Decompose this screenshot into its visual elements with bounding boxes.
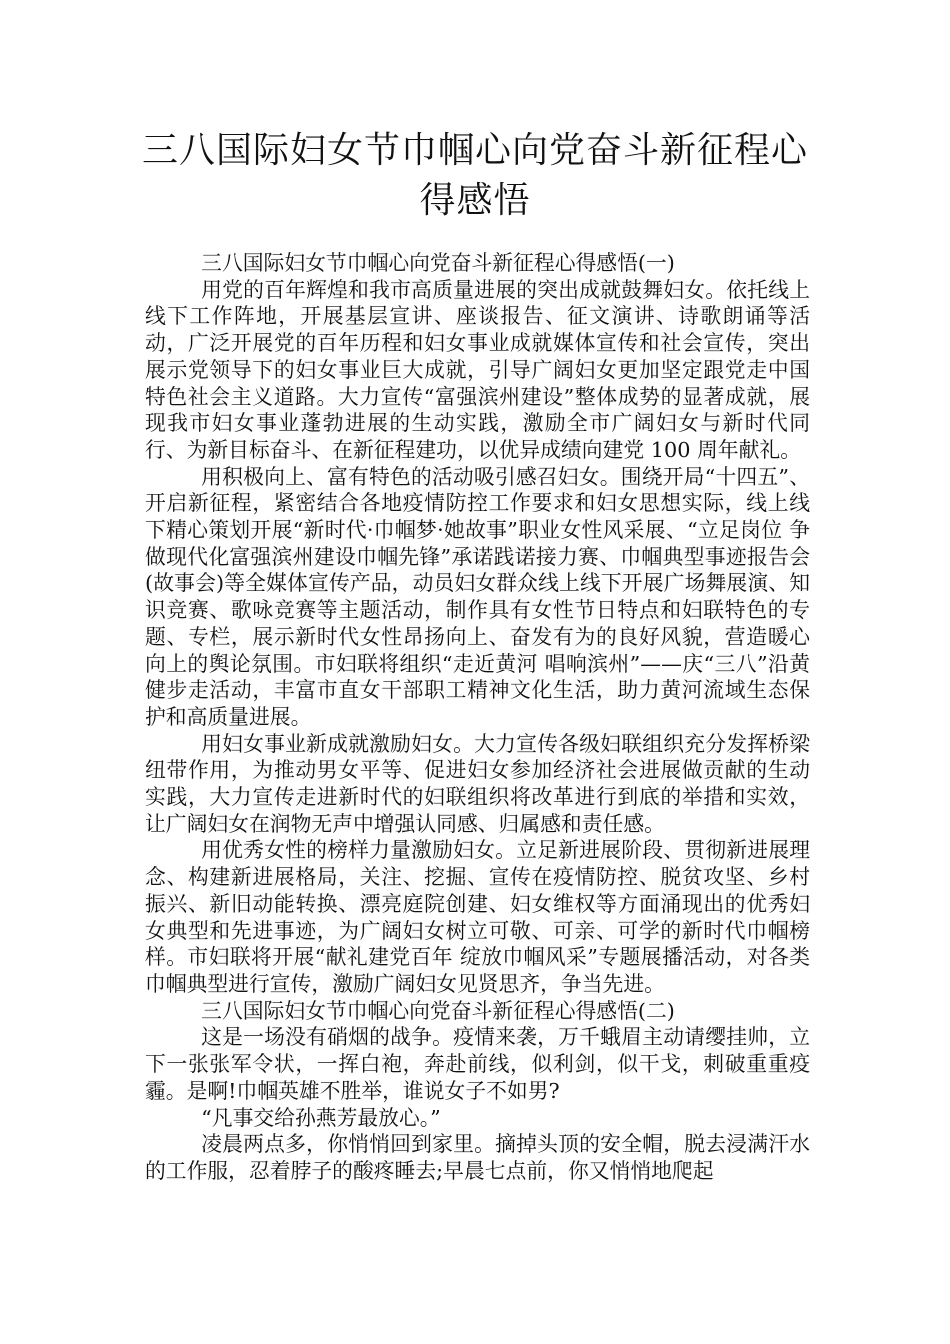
quote-paragraph: “凡事交给孙燕芳最放心。” <box>201 1105 441 1130</box>
document-title: 三八国际妇女节巾帼心向党奋斗新征程心得感悟 <box>141 130 808 221</box>
section-heading-2: 三八国际妇女节巾帼心向党奋斗新征程心得感悟(二) <box>201 998 675 1023</box>
paragraph: 凌晨两点多，你悄悄回到家里。摘掉头顶的安全帽，脱去浸满汗水的工作服，忍着脖子的酸疼睡去;早晨七点前，你又悄悄地爬起 <box>145 1132 810 1183</box>
paragraph: 用妇女事业新成就激励妇女。大力宣传各级妇联组织充分发挥桥梁纽带作用，为推动男女平等、促进妇女参加经济社会进展做贡献的生动实践，大力宣传走进新时代的妇联组织将改革进行到底的举措和实效，让广阔妇女在润物无声中增强认同感、归属感和责任感。 <box>145 731 810 836</box>
paragraph: 用积极向上、富有特色的活动吸引感召妇女。围绕开局“十四五”、开启新征程，紧密结合各地疫情防控工作要求和妇女思想实际，线上线下精心策划开展“新时代·巾帼梦·她故事”职业女性风采展、“立足岗位 争做现代化富强滨州建设巾帼先锋”承诺践诺接力赛、巾帼典型事迹报告会(故事会)等全媒体宣传产品，动员妇女群众线上线下开展广场舞展演、知识竞赛、歌咏竞赛等主题活动，制作具有女性节日特点和妇联特色的专题、专栏，展示新时代女性昂扬向上、奋发有为的良好风貌，营造暖心向上的舆论氛围。市妇联将组织“走近黄河 唱响滨州”——庆“三八”沿黄健步走活动，丰富市直女干部职工精神文化生活，助力黄河流域生态保护和高质量进展。 <box>145 464 810 729</box>
paragraph: 用党的百年辉煌和我市高质量进展的突出成就鼓舞妇女。依托线上线下工作阵地，开展基层宣讲、座谈报告、征文演讲、诗歌朗诵等活动，广泛开展党的百年历程和妇女事业成就媒体宣传和社会宣传，突出展示党领导下的妇女事业巨大成就，引导广阔妇女更加坚定跟党走中国特色社会主义道路。大力宣传“富强滨州建设”整体成势的显著成就，展现我市妇女事业蓬勃进展的生动实践，激励全市广阔妇女与新时代同行、为新目标奋斗、在新征程建功，以优异成绩向建党 100 周年献礼。 <box>145 277 810 462</box>
section-heading-1: 三八国际妇女节巾帼心向党奋斗新征程心得感悟(一) <box>201 251 675 275</box>
paragraph: 这是一场没有硝烟的战争。疫情来袭，万千蛾眉主动请缨挂帅，立下一张张军令状，一挥白袍，奔赴前线，似利剑，似干戈，刺破重重疫霾。是啊!巾帼英雄不胜举，谁说女子不如男? <box>145 1025 810 1103</box>
paragraph: 用优秀女性的榜样力量激励妇女。立足新进展阶段、贯彻新进展理念、构建新进展格局，关注、挖掘、宣传在疫情防控、脱贫攻坚、乡村振兴、新旧动能转换、漂亮庭院创建、妇女维权等方面涌现出的优秀妇女典型和先进事迹，为广阔妇女树立可敬、可亲、可学的新时代巾帼榜样。市妇联将开展“献礼建党百年 绽放巾帼风采”专题展播活动，对各类巾帼典型进行宣传，激励广阔妇女见贤思齐，争当先进。 <box>145 838 810 996</box>
document-body <box>145 250 810 1185</box>
